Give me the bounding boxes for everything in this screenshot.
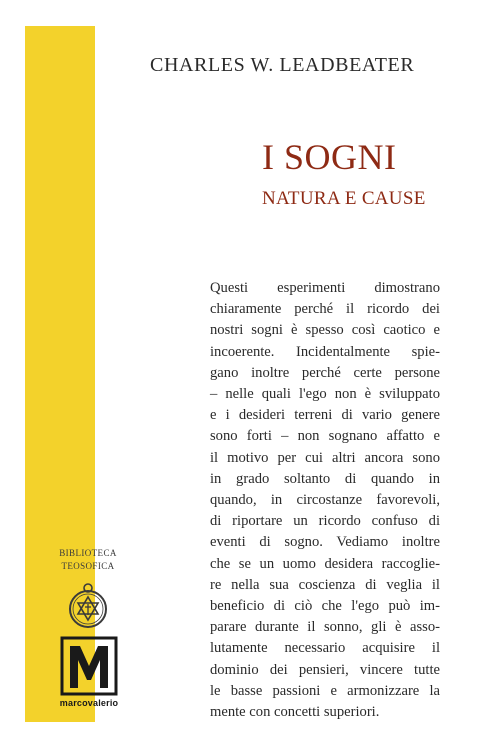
blurb-line: – nelle quali l'ego non è sviluppato	[210, 386, 440, 403]
blurb-line: gano inoltre perché certe persone	[210, 364, 440, 381]
blurb-line: chiaramente perché il ricordo dei	[210, 301, 440, 318]
publisher-m-logo-icon	[60, 636, 118, 696]
blurb-line: Questi esperimenti dimostrano	[210, 280, 440, 296]
blurb-line: mente con concetti superiori.	[210, 704, 380, 721]
blurb-line: parare durante il sonno, gli è asso-	[210, 619, 440, 636]
series-line: TEOSOFICA	[61, 561, 115, 571]
blurb-line: il motivo per cui altri ancora sono	[210, 449, 440, 466]
series-name	[50, 547, 126, 573]
blurb-line: quando, in circostanze favorevoli,	[210, 492, 440, 509]
blurb-line: di riportare un ricordo confuso di	[210, 513, 440, 530]
author-name: CHARLES W. LEADBEATER	[150, 54, 415, 76]
blurb-line: eventi di sogno. Vediamo inoltre	[210, 534, 440, 551]
publisher-name: marcovalerio	[59, 698, 119, 708]
cover-blurb	[210, 278, 440, 723]
book-subtitle: NATURA E CAUSE	[262, 188, 426, 209]
blurb-line: incoerente. Incidentalmente spie-	[210, 343, 440, 360]
blurb-line: che se un uomo desidera raccoglie-	[210, 555, 440, 572]
blurb-line: nostri sogni è spesso così caotico e	[210, 322, 440, 339]
blurb-line: dominio dei pensieri, vincere tutte	[210, 661, 440, 678]
blurb-line: e i desideri terreni di vario genere	[210, 407, 440, 424]
theosophical-seal-icon	[58, 582, 118, 632]
blurb-line: lutamente necessario acquisire il	[210, 640, 440, 657]
blurb-line: re nella sua coscienza di veglia il	[210, 576, 440, 593]
blurb-line: in grado soltanto di quando in	[210, 470, 440, 487]
series-line: BIBLIOTECA	[59, 548, 117, 558]
blurb-line: sono forti – non sognano affatto e	[210, 428, 440, 445]
book-title: I SOGNI	[262, 137, 397, 177]
blurb-line: beneficio di ciò che l'ego può im-	[210, 598, 440, 615]
blurb-line: le basse passioni e armonizzare la	[210, 682, 440, 699]
